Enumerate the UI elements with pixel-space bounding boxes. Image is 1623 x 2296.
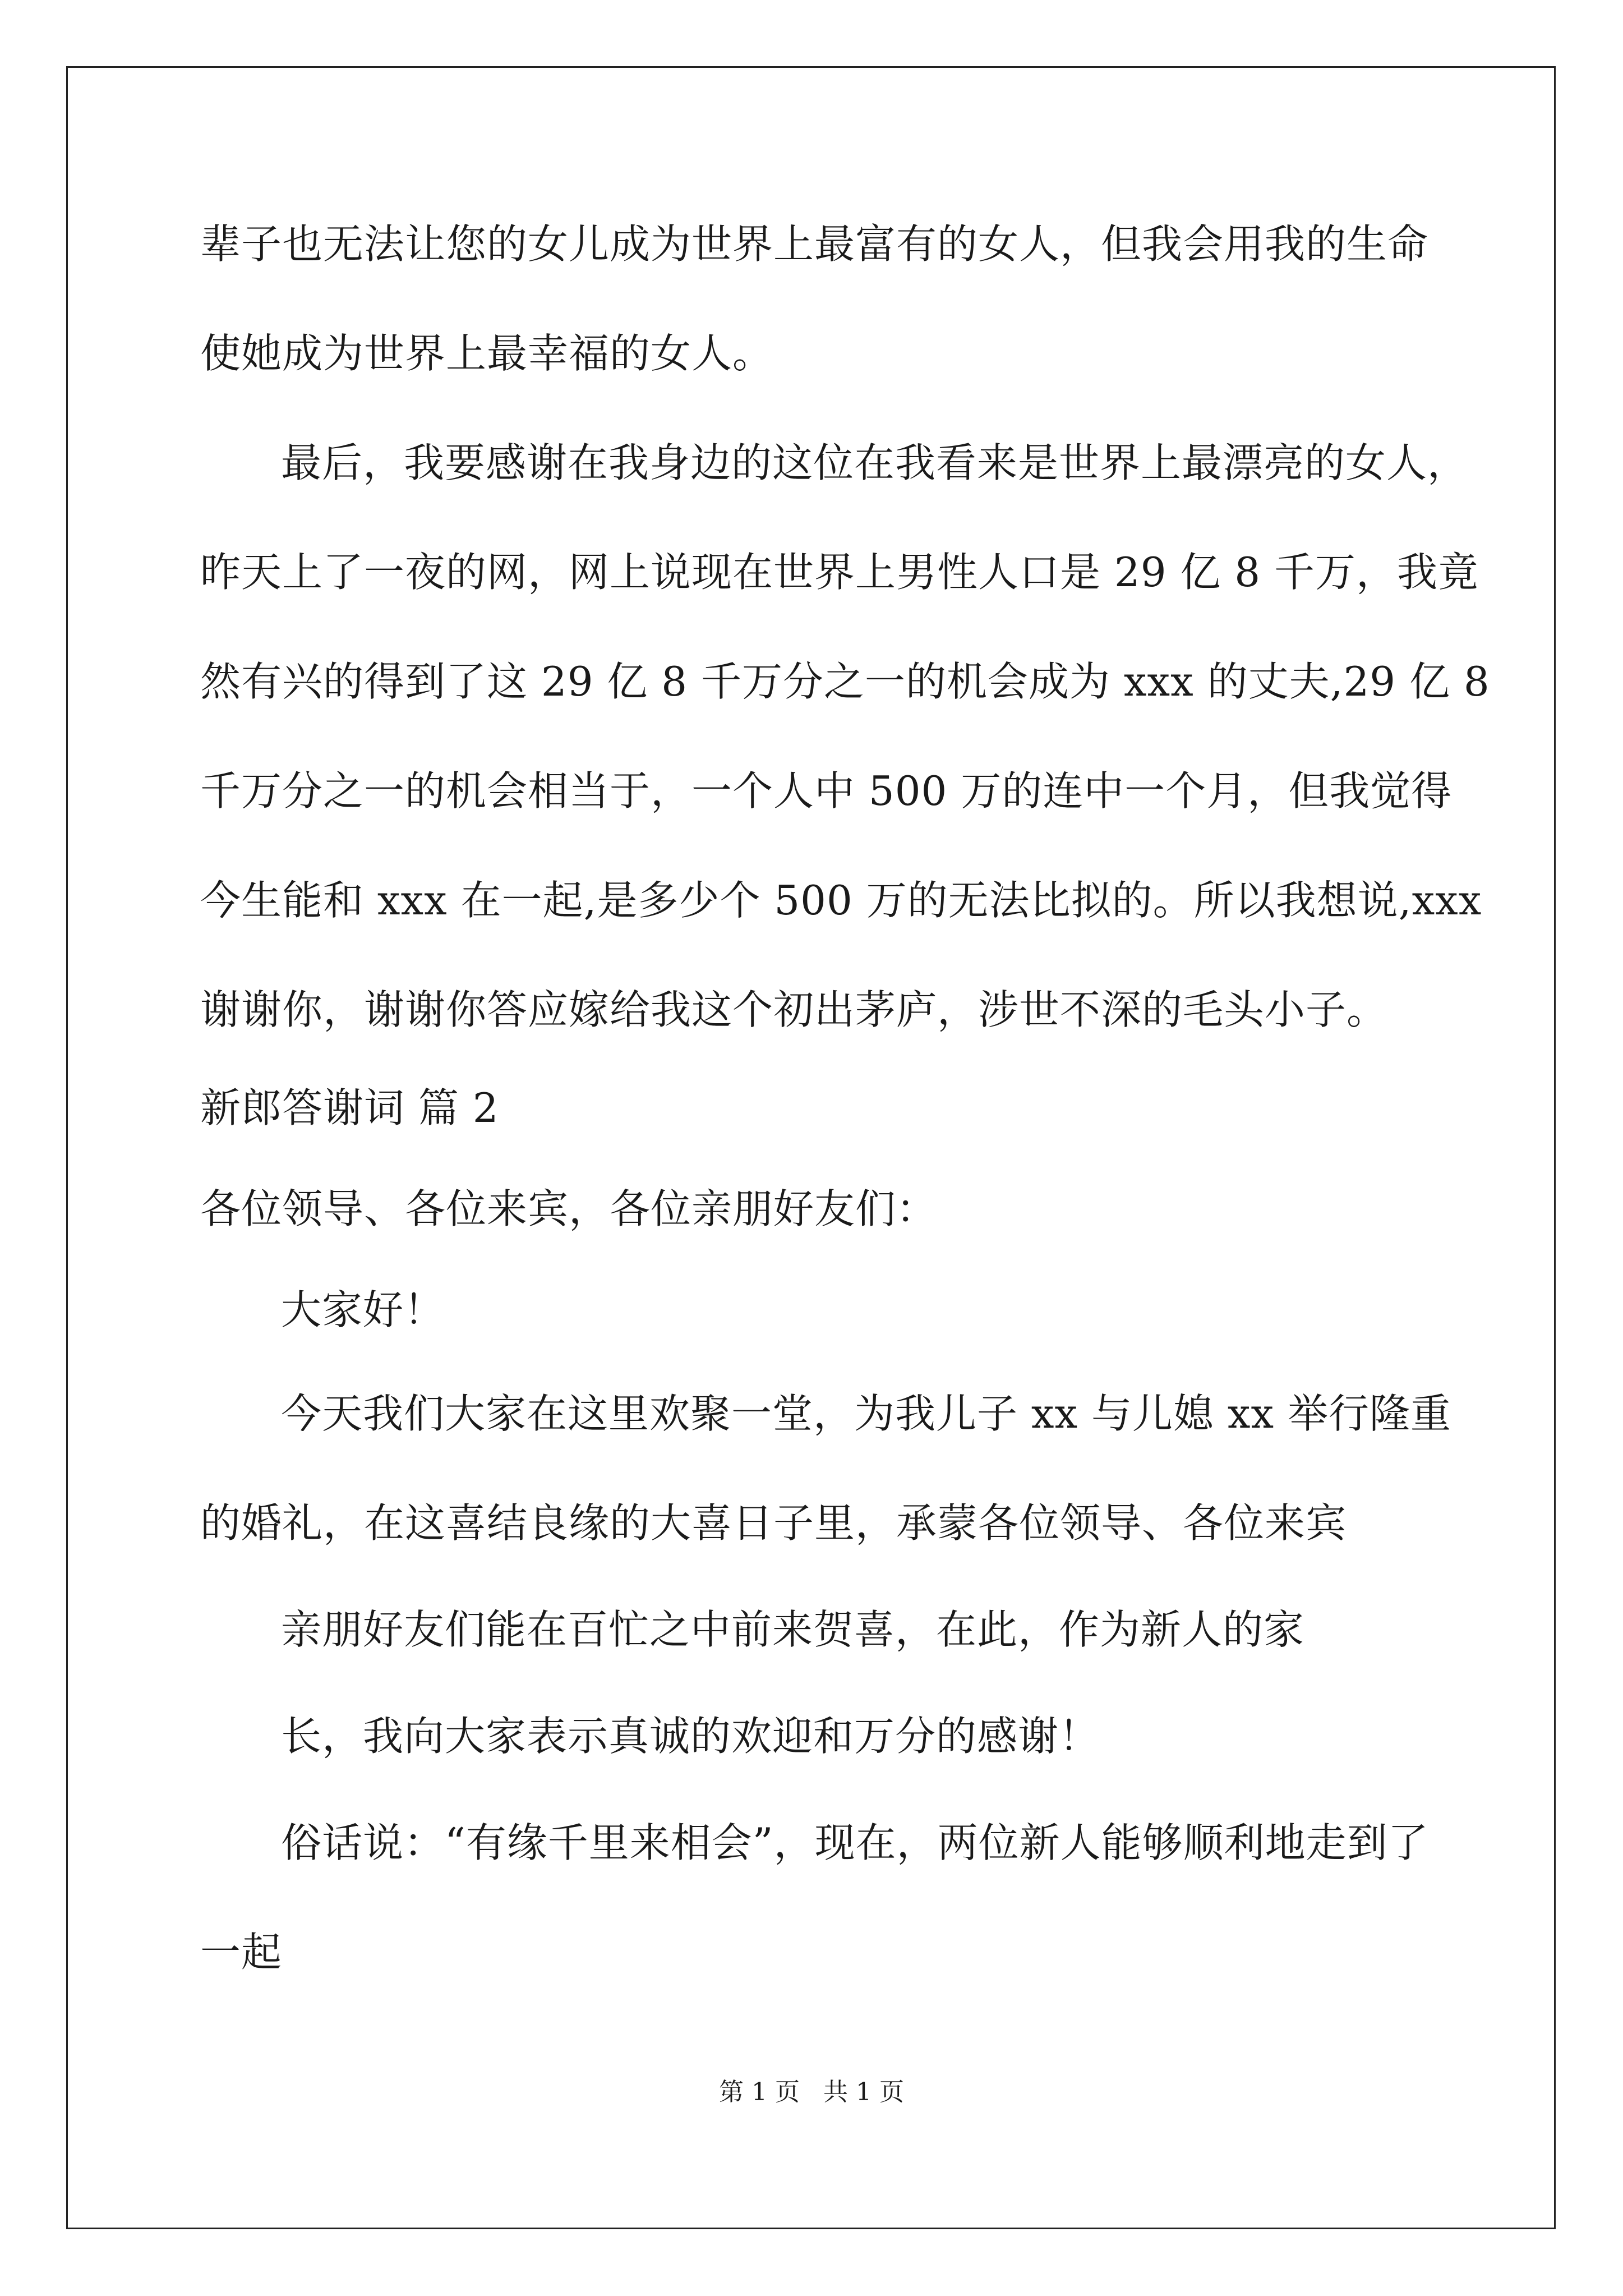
body-line-2: 使她成为世界上最幸福的女人。 (200, 330, 774, 377)
page-number-footer: 第 1 页 共 1 页 (719, 2078, 904, 2106)
body-line-6: 千万分之一的机会相当于，一个人中 500 万的连中一个月，但我觉得 (200, 767, 1453, 815)
body-line-7: 今生能和 xxx 在一起,是多少个 500 万的无法比拟的。所以我想说,xxx (200, 877, 1482, 924)
page-frame (66, 66, 1556, 2229)
section-heading: 新郎答谢词 篇 2 (200, 1084, 499, 1131)
body-line-13: 的婚礼，在这喜结良缘的大喜日子里，承蒙各位领导、各位来宾 (200, 1499, 1347, 1547)
greeting: 大家好！ (281, 1286, 445, 1333)
salutation: 各位领导、各位来宾，各位亲朋好友们： (200, 1185, 938, 1232)
body-line-14: 亲朋好友们能在百忙之中前来贺喜，在此，作为新人的家 (281, 1606, 1305, 1653)
body-line-4: 昨天上了一夜的网，网上说现在世界上男性人口是 29 亿 8 千万，我竟 (200, 549, 1479, 596)
body-line-8: 谢谢你，谢谢你答应嫁给我这个初出茅庐，涉世不深的毛头小子。 (200, 986, 1388, 1033)
body-line-12: 今天我们大家在这里欢聚一堂，为我儿子 xx 与儿媳 xx 举行隆重 (281, 1390, 1451, 1437)
body-line-15: 长，我向大家表示真诚的欢迎和万分的感谢！ (281, 1713, 1100, 1760)
body-line-17: 一起 (200, 1929, 283, 1976)
body-line-3: 最后，我要感谢在我身边的这位在我看来是世界上最漂亮的女人， (281, 439, 1469, 486)
body-line-16: 俗话说：“有缘千里来相会”，现在，两位新人能够顺利地走到了 (281, 1819, 1429, 1866)
body-line-5: 然有兴的得到了这 29 亿 8 千万分之一的机会成为 xxx 的丈夫,29 亿 8 (200, 658, 1490, 705)
body-line-1: 辈子也无法让您的女儿成为世界上最富有的女人，但我会用我的生命 (200, 220, 1429, 268)
